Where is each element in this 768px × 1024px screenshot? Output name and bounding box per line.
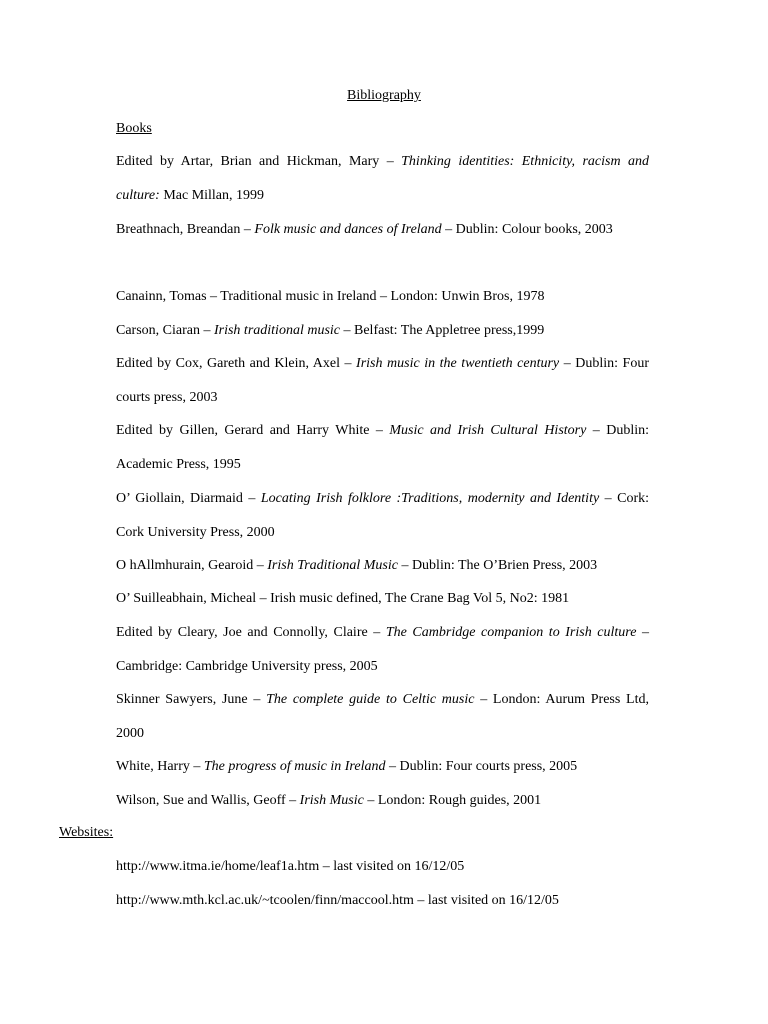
entry-text: – Dublin: Academic Press, 1995 bbox=[116, 423, 650, 472]
website-entry: http://www.mth.kcl.ac.uk/~tcoolen/finn/maccool.htm – last visited on 16/12/05 bbox=[116, 893, 559, 908]
bibliography-entry bbox=[116, 549, 649, 583]
entry-text: Mac Millan, 1999 bbox=[159, 187, 265, 203]
entry-text: – Dublin: Four courts press, 2003 bbox=[116, 356, 649, 405]
entry-text: – Belfast: The Appletree press,1999 bbox=[340, 323, 545, 338]
bibliography-entry bbox=[116, 750, 649, 784]
entry-title: Irish music in the twentieth century bbox=[356, 356, 560, 371]
bibliography-entry bbox=[116, 213, 649, 247]
entry-text: White, Harry – bbox=[116, 759, 204, 774]
entry-text: Wilson, Sue and Wallis, Geoff – bbox=[116, 793, 300, 808]
bibliography-entry bbox=[116, 314, 649, 348]
entry-title: Irish Music bbox=[299, 793, 364, 808]
bibliography-entry bbox=[116, 414, 649, 481]
bibliography-entry bbox=[116, 145, 649, 212]
entry-title: Irish traditional music bbox=[213, 323, 340, 338]
entry-text: Edited by Cox, Gareth and Klein, Axel – bbox=[116, 356, 357, 371]
entry-text: O’ Giollain, Diarmaid – bbox=[116, 491, 261, 506]
entry-text: – Cork: Cork University Press, 2000 bbox=[116, 491, 649, 540]
bibliography-entry bbox=[116, 683, 649, 750]
entry-text: Edited by Cleary, Joe and Connolly, Claire – bbox=[116, 625, 386, 640]
website-entry: http://www.itma.ie/home/leaf1a.htm – last visited on 16/12/05 bbox=[116, 859, 465, 874]
entry-text: – Dublin: The O’Brien Press, 2003 bbox=[397, 558, 598, 573]
entry-text: Canainn, Tomas – Traditional music in Ireland – London: Unwin Bros, 1978 bbox=[116, 289, 545, 304]
entry-text: – London: Rough guides, 2001 bbox=[363, 793, 542, 808]
entry-title: The progress of music in Ireland bbox=[203, 759, 386, 774]
entry-text: O hAllmhurain, Gearoid – bbox=[116, 558, 268, 573]
entry-title: The complete guide to Celtic music bbox=[266, 692, 475, 707]
entry-text: Edited by Gillen, Gerard and Harry White – bbox=[116, 423, 390, 438]
books-heading: Books bbox=[116, 121, 152, 136]
entry-text: – London: Aurum Press Ltd, 2000 bbox=[116, 692, 649, 741]
page-title: Bibliography bbox=[347, 88, 421, 103]
bibliography-entry bbox=[116, 784, 649, 818]
websites-heading: Websites: bbox=[59, 825, 114, 840]
entry-text: O’ Suilleabhain, Micheal – Irish music defined, The Crane Bag Vol 5, No2: 1981 bbox=[116, 591, 570, 606]
entry-text: – Dublin: Colour books, 2003 bbox=[441, 222, 613, 237]
entry-title: Music and Irish Cultural History bbox=[389, 423, 587, 438]
entry-text: – Dublin: Four courts press, 2005 bbox=[385, 759, 578, 774]
bibliography-entry bbox=[116, 347, 649, 414]
entry-title: Folk music and dances of Ireland bbox=[254, 222, 442, 237]
entry-text: Skinner Sawyers, June – bbox=[116, 692, 267, 707]
bibliography-entry bbox=[116, 616, 649, 683]
entry-title: Thinking identities: Ethnicity, racism and culture: bbox=[116, 154, 649, 203]
entry-text: Edited by Artar, Brian and Hickman, Mary – bbox=[116, 154, 402, 169]
entry-text: Breathnach, Breandan – bbox=[116, 222, 255, 237]
bibliography-entry bbox=[116, 280, 649, 314]
bibliography-entry bbox=[116, 482, 649, 549]
entry-text: – Cambridge: Cambridge University press, 2005 bbox=[116, 625, 650, 674]
entry-text: Carson, Ciaran – bbox=[116, 323, 214, 338]
entry-title: The Cambridge companion to Irish culture bbox=[385, 625, 637, 640]
entry-title: Locating Irish folklore :Traditions, modernity and Identity bbox=[260, 491, 600, 506]
entry-title: Irish Traditional Music bbox=[267, 558, 398, 573]
bibliography-entry bbox=[116, 582, 649, 616]
